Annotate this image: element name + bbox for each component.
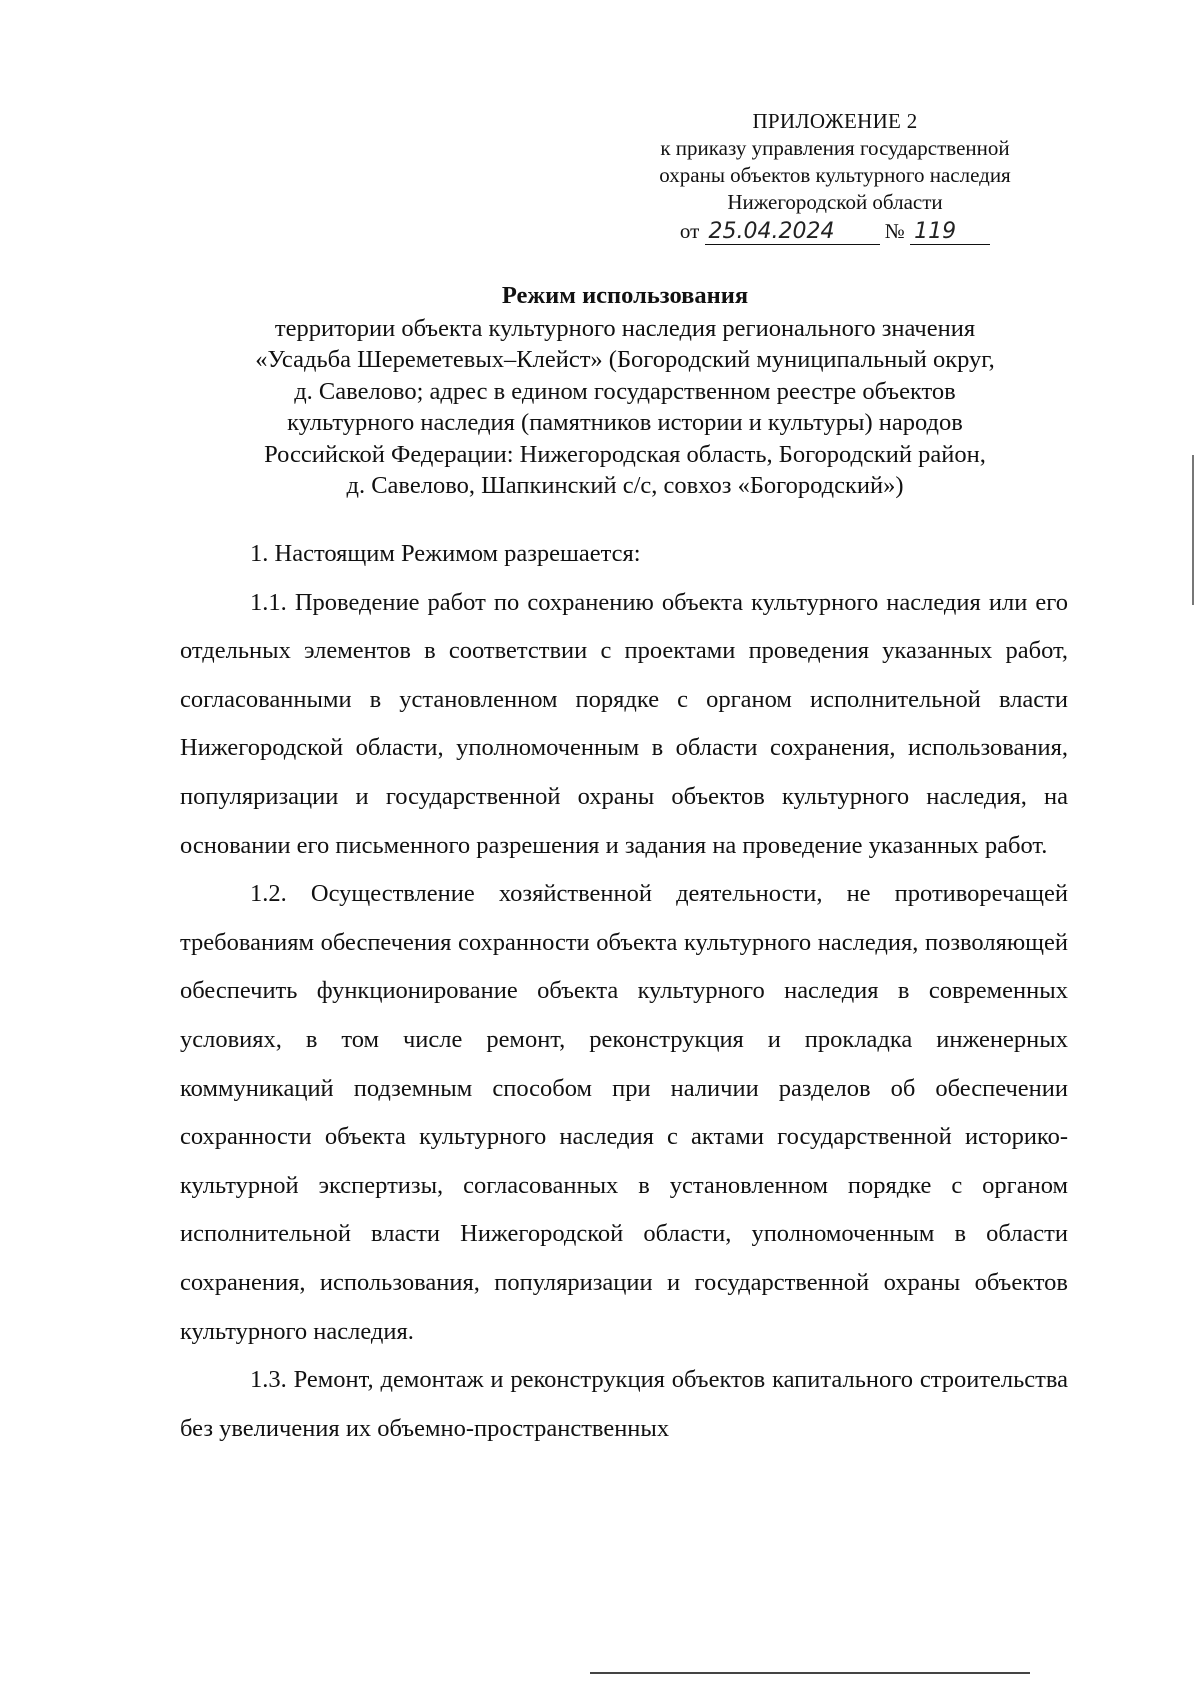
paragraph-1-1: 1.1. Проведение работ по сохранению объекта культурного наследия или его отдельных элементов в соответствии с проектами проведения указанных работ, согласованными в установленном порядке с органом исполнительной власти Нижегородской области, уполномоченным в области сохранения, использования, популяризации и государственной охраны объектов культурного наследия, на основании его письменного разрешения и задания на проведение указанных работ. [180, 588, 1068, 859]
appendix-line-1: к приказу управления государственной [660, 136, 1010, 160]
document-body [180, 530, 1068, 1453]
appendix-line-3: Нижегородской области [727, 190, 943, 214]
paragraph-1: 1. Настоящим Режимом разрешается: [250, 540, 641, 567]
title-line-5: Российской Федерации: Нижегородская область, Богородский район, [264, 440, 986, 468]
number-prefix: № [884, 219, 905, 243]
title-line-3: д. Савелово; адрес в едином государственном реестре объектов [294, 377, 956, 405]
handwritten-date: 25.04.2024 [705, 220, 880, 245]
paragraph-1-3: 1.3. Ремонт, демонтаж и реконструкция объектов капитального строительства без увеличения их объемно-пространственных [180, 1366, 1068, 1442]
date-prefix: от [679, 219, 700, 243]
title-line-4: культурного наследия (памятников истории и культуры) народов [287, 409, 963, 436]
handwritten-number: 119 [910, 220, 990, 245]
appendix-title: ПРИЛОЖЕНИЕ 2 [752, 109, 918, 133]
footer-rule [590, 1672, 1030, 1674]
title-line-6: д. Савелово, Шапкинский с/с, совхоз «Богородский») [346, 472, 904, 499]
appendix-line-2: охраны объектов культурного наследия [659, 163, 1011, 187]
title-heading: Режим использования [501, 282, 749, 309]
order-date-line [680, 218, 990, 245]
title-line-2: «Усадьба Шереметевых–Клейст» (Богородский муниципальный округ, [255, 346, 995, 373]
document-title [150, 280, 1100, 502]
paragraph-1-2: 1.2. Осуществление хозяйственной деятельности, не противоречащей требованиям обеспечения сохранности объекта культурного наследия, позволяющей обеспечить функционирование объекта культурного наследия в современных условиях, в том числе ремонт, реконструкция и прокладка инженерных коммуникаций подземным способом при наличии разделов об обеспечении сохранности объекта культурного наследия с актами государственной историко-культурной экспертизы, согласованных в установленном порядке с органом исполнительной власти Нижегородской области, уполномоченным в области сохранения, использования, популяризации и государственной охраны объектов культурного наследия. [180, 880, 1068, 1345]
appendix-header [600, 108, 1070, 245]
scan-edge-mark [1192, 455, 1194, 605]
title-line-1: территории объекта культурного наследия регионального значения [274, 314, 976, 342]
